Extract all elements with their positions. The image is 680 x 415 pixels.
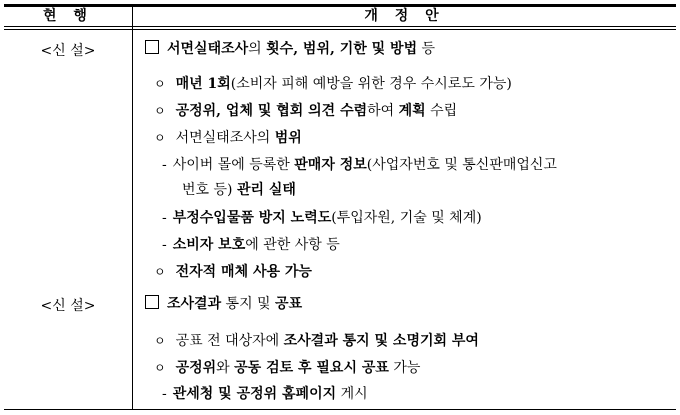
column-divider	[132, 4, 133, 410]
circle-bullet-icon: ㅇ	[154, 131, 166, 145]
list-item: ㅇ 공정위와 공동 검토 후 필요시 공표 가능	[154, 360, 421, 376]
list-item: ㅇ 전자적 매체 사용 가능	[154, 264, 312, 280]
section-label-1: <신 설>	[40, 43, 96, 59]
comparison-table	[4, 4, 676, 411]
checkbox-square-icon	[145, 295, 159, 309]
header-divider-double	[4, 29, 676, 30]
dash-bullet-icon: -	[162, 237, 167, 253]
list-item: - 부정수입물품 방지 노력도(투입자원, 기술 및 체계)	[162, 210, 482, 226]
list-item: - 사이버 몰에 등록한 판매자 정보(사업자번호 및 통신판매업신고	[162, 157, 557, 173]
list-item: - 관세청 및 공정위 홈페이지 게시	[162, 386, 368, 402]
circle-bullet-icon: ㅇ	[154, 265, 166, 279]
dash-bullet-icon: -	[162, 210, 167, 226]
circle-bullet-icon: ㅇ	[154, 334, 166, 348]
circle-bullet-icon: ㅇ	[154, 361, 166, 375]
list-item: ㅇ 서면실태조사의 범위	[154, 130, 302, 146]
header-divider	[4, 26, 676, 27]
checkbox-square-icon	[145, 40, 159, 54]
list-item: ㅇ 공정위, 업체 및 협회 의견 수렴하여 계획 수립	[154, 103, 458, 119]
dash-bullet-icon: -	[162, 386, 167, 402]
list-item: ㅇ 매년 1회(소비자 피해 예방을 위한 경우 수시로도 가능)	[154, 76, 512, 92]
section-title-2: 조사결과 통지 및 공표	[145, 294, 302, 314]
section-label-2: <신 설>	[40, 298, 96, 314]
table-bottom-border	[4, 409, 676, 410]
dash-bullet-icon: -	[162, 157, 167, 173]
list-item: ㅇ 공표 전 대상자에 조사결과 통지 및 소명기회 부여	[154, 333, 479, 349]
circle-bullet-icon: ㅇ	[154, 77, 166, 91]
circle-bullet-icon: ㅇ	[154, 104, 166, 118]
list-item: - 소비자 보호에 관한 사항 등	[162, 237, 340, 253]
list-item: 번호 등) 관리 실태	[182, 182, 296, 198]
header-current: 현 행	[43, 8, 93, 24]
header-revision: 개 정 안	[364, 8, 445, 24]
section-title-1: 서면실태조사의 횟수, 범위, 기한 및 방법 등	[145, 39, 435, 59]
